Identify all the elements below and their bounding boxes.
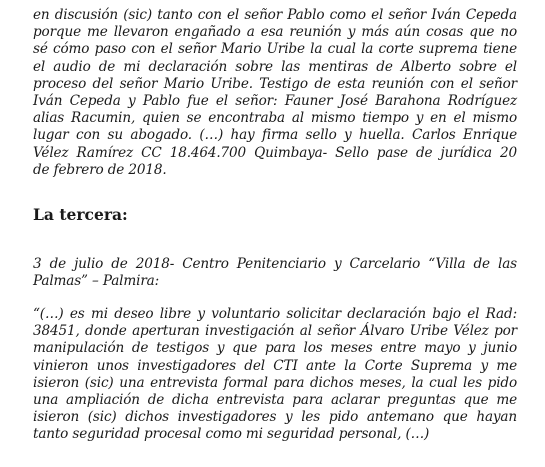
text-line: tanto seguridad procesal como mi seguridad personal, (…) [33, 426, 430, 443]
paragraph-declaration-quote [33, 306, 517, 444]
text-line: Vélez Ramírez CC 18.464.700 Quimbaya- Sello pase de jurídica 20 [33, 144, 517, 161]
paragraph-testimony-continuation [33, 7, 517, 179]
text-line: de febrero de 2018. [33, 161, 167, 178]
text-line: sé cómo paso con el señor Mario Uribe la cual la corte suprema tiene [33, 41, 517, 58]
text-line: “(…) es mi deseo libre y voluntario solicitar declaración bajo el Rad: [33, 306, 517, 322]
text-line: proceso del señor Mario Uribe. Testigo de esta reunión con el señor [33, 75, 517, 92]
text-line: en discusión (sic) tanto con el señor Pablo como el señor Iván Cepeda [33, 7, 517, 23]
text-line: isieron (sic) dichos investigadores y les pido antemano que hayan [33, 409, 517, 426]
text-line: vinieron unos investigadores del CTI ante la Corte Suprema y me [33, 357, 517, 374]
text-line: Palmas” – Palmira: [33, 273, 160, 290]
section-heading: La tercera: [33, 205, 128, 224]
text-line: 38451, donde aperturan investigación al señor Álvaro Uribe Vélez por [33, 323, 517, 340]
text-line: manipulación de testigos y que para los meses entre mayo y junio [33, 340, 517, 357]
text-line: alias Racumin, quien se encontraba al mismo tiempo y en el mismo [33, 110, 517, 127]
text-line: lugar con su abogado. (…) hay firma sello y huella. Carlos Enrique [33, 127, 517, 144]
text-line: 3 de julio de 2018- Centro Penitenciario y Carcelario “Villa de las [33, 256, 517, 272]
text-line: Iván Cepeda y Pablo fue el señor: Fauner José Barahona Rodríguez [33, 93, 517, 110]
paragraph-date-location [33, 256, 517, 290]
text-line: porque me llevaron engañado a esa reunión y más aún cosas que no [33, 24, 517, 41]
text-line: isieron (sic) una entrevista formal para dichos meses, la cual les pido [33, 374, 517, 391]
text-line: el audio de mi declaración sobre las mentiras de Alberto sobre el [33, 58, 517, 75]
text-line: una ampliación de dicha entrevista para aclarar preguntas que me [33, 392, 517, 409]
